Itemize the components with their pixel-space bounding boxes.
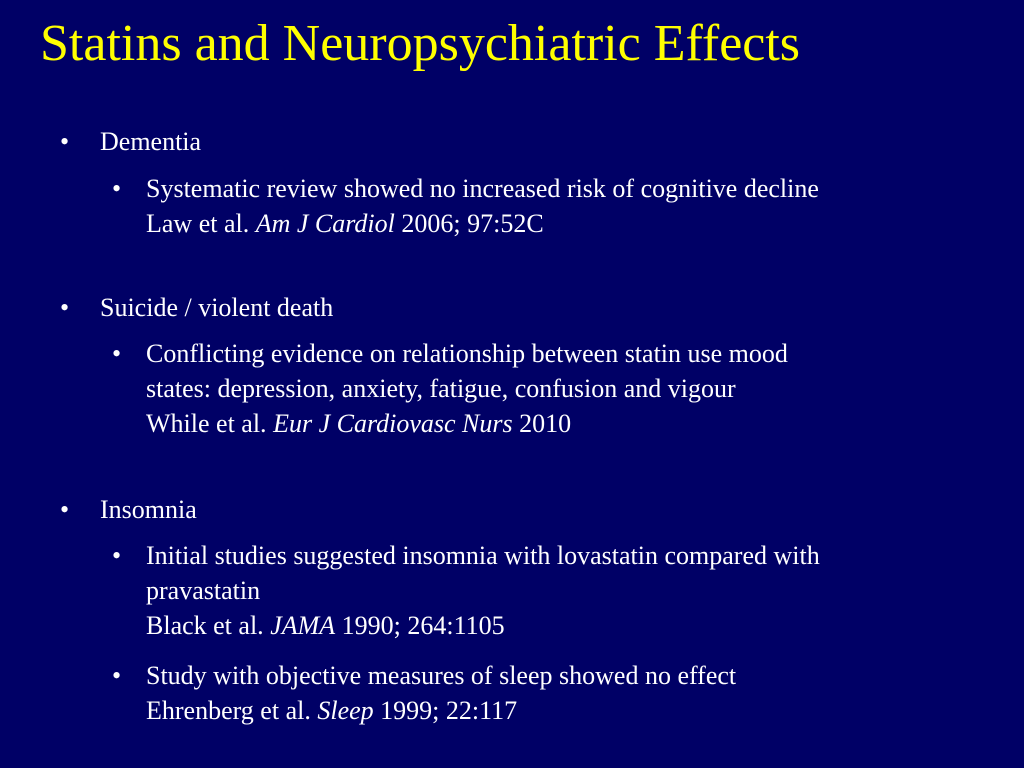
citation-authors: While et al. [146,409,267,438]
citation-journal: Eur J Cardiovasc Nurs [273,409,513,438]
sub-bullet-text: Initial studies suggested insomnia with lovastatin compared with [146,541,820,570]
sub-bullet-text: Conflicting evidence on relationship between statin use mood [146,339,788,368]
sub-bullet-text: pravastatin [146,576,261,605]
bullet-heading: Dementia [100,127,202,156]
sub-bullet-text: states: depression, anxiety, fatigue, confusion and vigour [146,374,736,403]
bullet-icon: • [112,339,122,368]
citation-details: 1999; 22:117 [380,696,518,725]
bullet-icon: • [112,661,122,690]
sub-bullet-text: Study with objective measures of sleep showed no effect [146,661,737,690]
bullet-icon: • [112,174,122,203]
bullet-icon: • [60,495,70,524]
citation [146,693,736,728]
citation-journal: Am J Cardiol [255,209,395,238]
citation-journal: Sleep [317,696,374,725]
bullet-heading: Suicide / violent death [100,293,334,322]
bullet-icon: • [60,127,70,156]
citation-authors: Ehrenberg et al. [146,696,311,725]
citation [146,406,788,441]
bullet-icon: • [60,293,70,322]
citation-details: 2006; 97:52C [401,209,544,238]
citation-journal: JAMA [270,611,336,640]
slide-title: Statins and Neuropsychiatric Effects [40,15,801,72]
citation-details: 2010 [519,409,572,438]
citation [146,608,820,643]
sub-bullet-text: Systematic review showed no increased risk of cognitive decline [146,174,819,203]
citation-details: 1990; 264:1105 [341,611,505,640]
bullet-icon: • [112,541,122,570]
citation-authors: Law et al. [146,209,250,238]
bullet-heading: Insomnia [100,495,197,524]
citation [146,206,819,241]
citation-authors: Black et al. [146,611,264,640]
